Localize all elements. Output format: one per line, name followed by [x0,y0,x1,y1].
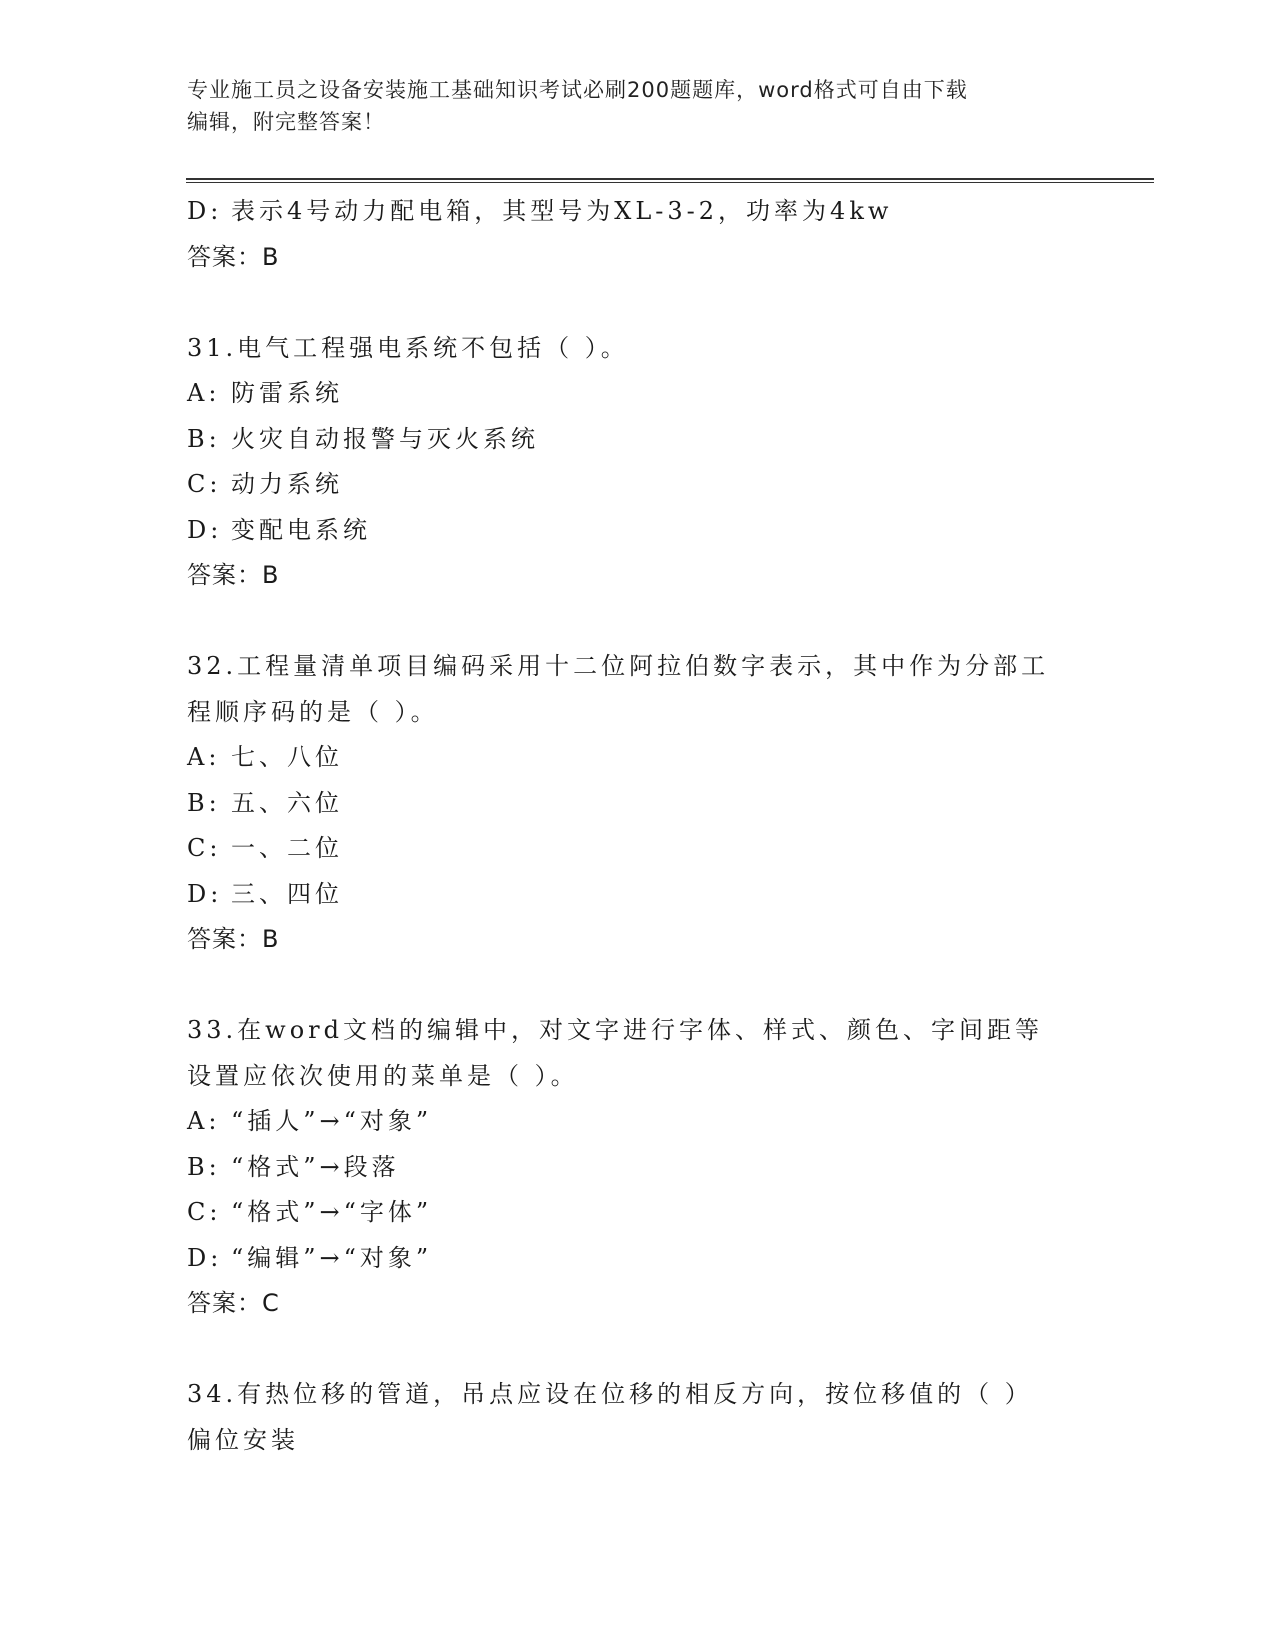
option-label: C: [187,834,222,862]
option-text: 一、二位 [231,834,343,862]
answer: 答案：B [187,925,280,953]
option-label: C: [187,1198,222,1226]
option-text: “插人”→“对象” [231,1107,433,1135]
option-text: “编辑”→“对象” [231,1243,433,1272]
header-divider [186,178,1154,183]
option-a [187,371,1087,417]
option-c [187,1190,1087,1236]
option-label: B: [187,424,221,453]
option-label: C: [187,470,222,498]
option-label: D: [187,879,223,908]
option-label: A: [187,743,221,771]
option-a [187,735,1087,781]
option-label: A: [187,379,221,407]
header-line-2: 编辑，附完整答案！ [187,110,385,134]
option-d [187,872,1087,918]
option-b [187,417,1087,463]
option-c [187,826,1087,872]
option-label: B: [187,788,221,817]
option-text: 表示4号动力配电箱，其型号为XL-3-2，功率为4kw [231,197,893,225]
option-text: 防雷系统 [231,379,343,407]
question-stem: 31.电气工程强电系统不包括（ ）。 [187,333,629,362]
option-text: 七、八位 [231,743,343,771]
question-stem-continued: 设置应依次使用的菜单是（ ）。 [187,1061,579,1090]
option-b [187,1145,1087,1191]
option-b [187,781,1087,827]
option-a [187,1099,1087,1145]
question-stem: 34.有热位移的管道，吊点应设在位移的相反方向，按位移值的（ ） [187,1380,1033,1408]
answer: 答案：B [187,561,280,589]
document-body [187,189,1087,1463]
option-label: D: [187,197,223,225]
option-label: D: [187,1243,223,1272]
option-label: B: [187,1152,221,1181]
question-stem-continued: 偏位安装 [187,1425,299,1454]
question-stem: 32.工程量清单项目编码采用十二位阿拉伯数字表示，其中作为分部工 [187,652,1050,680]
page-header [187,74,1087,138]
question-stem: 33.在word文档的编辑中，对文字进行字体、样式、颜色、字间距等 [187,1016,1043,1044]
header-line-1: 专业施工员之设备安装施工基础知识考试必刷200题题库，word格式可自由下载 [187,78,968,102]
option-text: 变配电系统 [231,515,371,544]
option-text: 五、六位 [231,788,343,817]
question-stem-continued: 程顺序码的是（ ）。 [187,697,439,726]
answer: 答案：C [187,1289,280,1317]
option-label: D: [187,515,223,544]
answer: 答案：B [187,242,280,271]
option-text: “格式”→“字体” [231,1198,433,1226]
option-d [187,189,1087,235]
option-text: 动力系统 [231,470,343,498]
option-c [187,462,1087,508]
option-text: “格式”→段落 [231,1152,400,1181]
option-d [187,1236,1087,1282]
option-d [187,508,1087,554]
option-text: 火灾自动报警与灭火系统 [231,424,539,453]
option-label: A: [187,1107,221,1135]
option-text: 三、四位 [231,879,343,908]
